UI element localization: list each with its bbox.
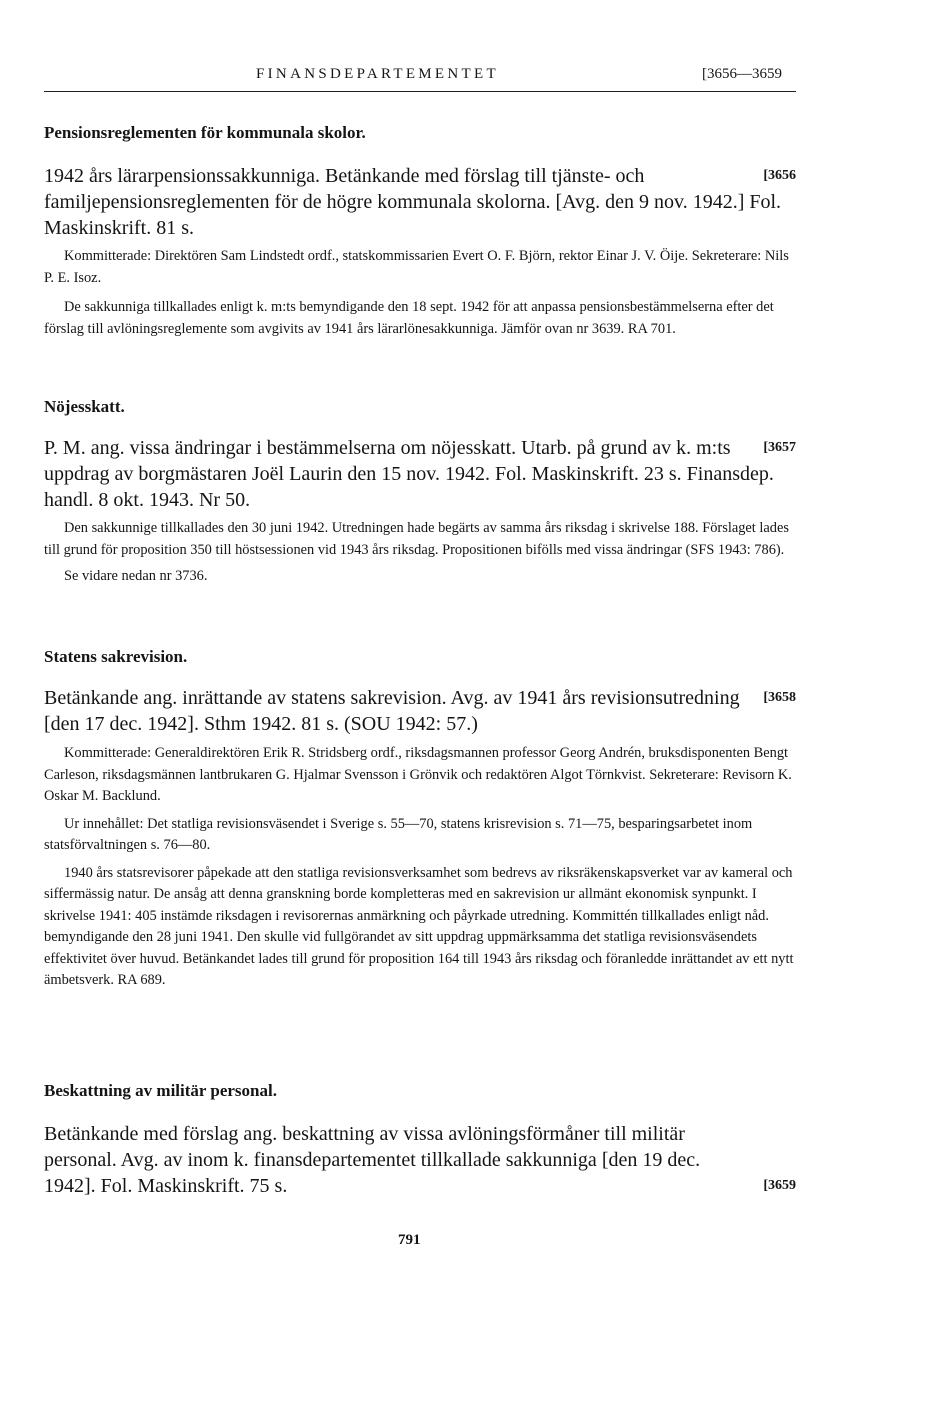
section-note: Kommitterade: Generaldirektören Erik R. Stridsberg ordf., riksdagsmannen professor Georg Andrén, bruksdisponenten Bengt Carleson, riksdagsmännen lantbrukaren G. Hjalmar Svensson i Grönvik och redaktören Algot Törnkvist. Sekreterare: Revisorn K. Oskar M. Backlund. <box>44 745 792 804</box>
header-rule <box>44 91 796 92</box>
section-nojesskatt <box>44 397 796 588</box>
entry-number: [3656 <box>763 168 796 183</box>
section-note: Den sakkunnige tillkallades den 30 juni 1942. Utredningen hade begärts av samma års riksdag i skrivelse 188. Förslaget lades till grund för proposition 350 till höstsessionen vid 1943 års riksdag. Propositionen bifölls med vissa ändringar (SFS 1943: 786). <box>44 520 789 558</box>
section-heading: Statens sakrevision. <box>44 647 188 666</box>
entry-number: [3659 <box>763 1178 796 1193</box>
section-note: Se vidare nedan nr 3736. <box>64 568 208 584</box>
entry-number: [3658 <box>763 690 796 705</box>
running-header-range: [3656—3659 <box>702 66 782 82</box>
section-beskattning-militar <box>44 1081 796 1199</box>
section-note: Kommitterade: Direktören Sam Lindstedt ordf., statskommissarien Evert O. F. Björn, rektor Einar J. V. Öije. Sekreterare: Nils P. E. Isoz. <box>44 248 789 286</box>
section-statens-sakrevision <box>44 647 796 992</box>
section-heading: Beskattning av militär personal. <box>44 1081 277 1100</box>
section-lead-text: [3658 Betänkande ang. inrättande av statens sakrevision. Avg. av 1941 års revisionsutredning [den 17 dec. 1942]. Sthm 1942. 81 s. (SOU 1942: 57.) <box>44 687 796 735</box>
entry-number: [3657 <box>763 440 796 455</box>
section-note: Ur innehållet: Det statliga revisionsväsendet i Sverige s. 55—70, statens krisrevision s. 71—75, besparingsarbetet inom statsförvaltningen s. 76—80. <box>44 815 753 853</box>
section-heading: Nöjesskatt. <box>44 397 125 416</box>
section-pensionsreglementen <box>44 123 796 340</box>
section-heading: Pensionsreglementen för kommunala skolor. <box>44 123 366 142</box>
running-header-title: FINANSDEPARTEMENTET <box>256 66 499 82</box>
section-lead-text: [3656 1942 års lärarpensionssakkunniga. Betänkande med förslag till tjänste- och familjepensionsreglementen för de högre kommunala skolorna. [Avg. den 9 nov. 1942.] Fol. Maskinskrift. 81 s. <box>44 165 796 239</box>
section-note: 1940 års statsrevisorer påpekade att den statliga revisionsverksamhet som bedrevs av riksräkenskapsverket var av kameral och siffermässig natur. De ansåg att denna granskning borde kompletteras med en sakrevision ur allmänt ekonomisk synpunkt. I skrivelse 1941: 405 instämde riksdagen i revisorernas anmärkning och påyrkade utredning. Kommittén tillkallades enligt nåd. bemyndigande den 28 juni 1941. Den skulle vid fullgörandet av sitt uppdrag uppmärksamma det statliga revisionsväsendets effektivitet över huvud. Betänkandet lades till grund för proposition 164 till 1943 års riksdag och föranledde inrättandet av ett nytt ämbetsverk. RA 689. <box>44 864 794 988</box>
section-lead-text: [3659 Betänkande med förslag ang. beskattning av vissa avlöningsförmåner till militär personal. Avg. av inom k. finansdepartementet tillkallade sakkunniga [den 19 dec. 1942]. Fol. Maskinskrift. 75 s. <box>44 1123 796 1197</box>
section-lead-text: [3657 P. M. ang. vissa ändringar i bestämmelserna om nöjesskatt. Utarb. på grund av k. m:ts uppdrag av borgmästaren Joël Laurin den 15 nov. 1942. Fol. Maskinskrift. 23 s. Finansdep. handl. 8 okt. 1943. Nr 50. <box>44 437 796 511</box>
page-number: 791 <box>398 1232 421 1248</box>
section-note: De sakkunniga tillkallades enligt k. m:ts bemyndigande den 18 sept. 1942 för att anpassa pensionsbestämmelserna efter det förslag till avlöningsreglemente som avgivits av 1941 års lärarlönesakkunniga. Jämför ovan nr 3639. RA 701. <box>44 299 774 337</box>
